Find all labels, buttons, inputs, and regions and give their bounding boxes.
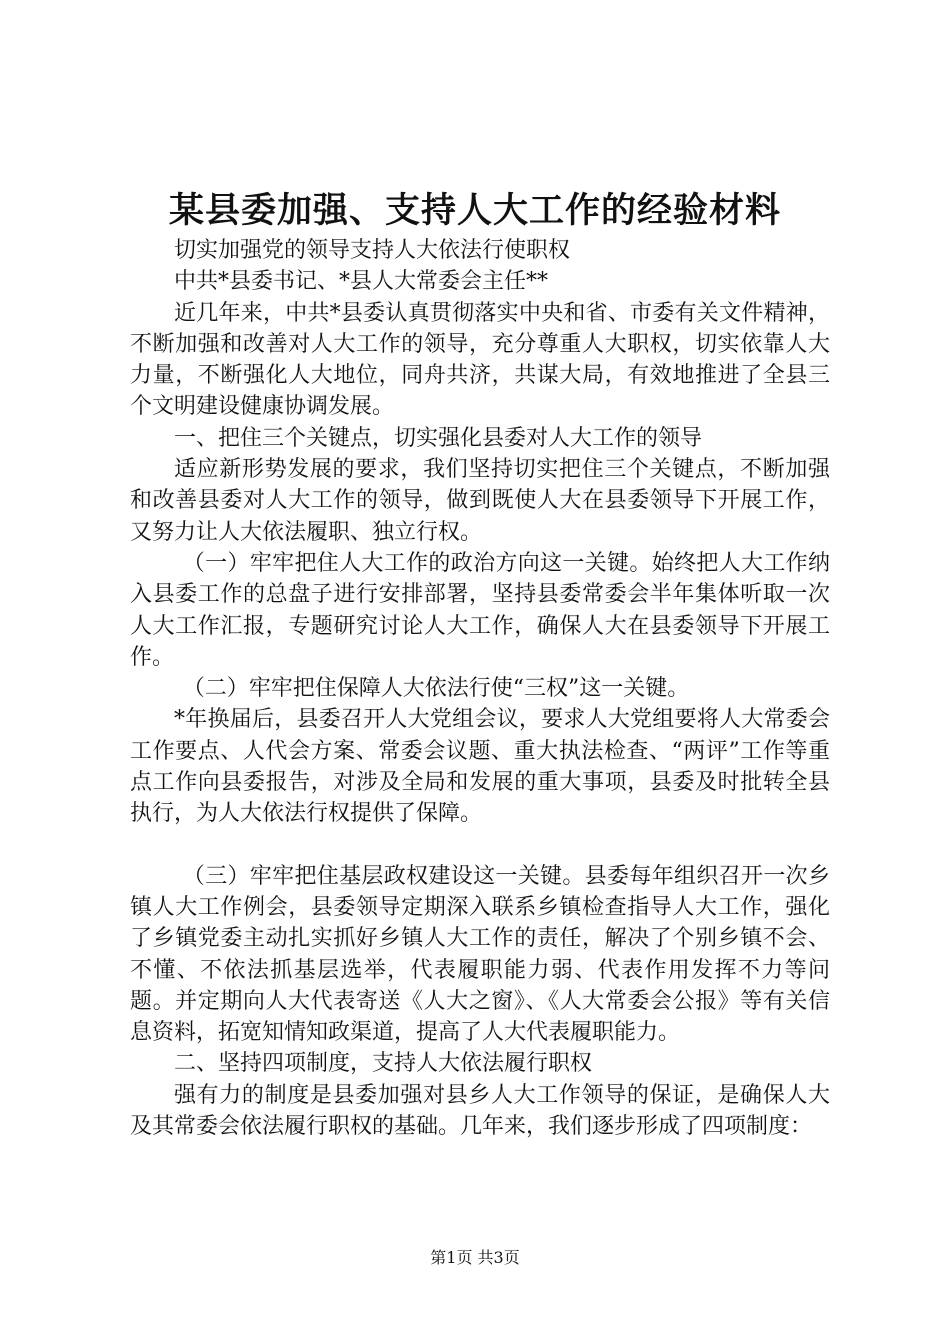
document-title: 某县委加强、支持人大工作的经验材料 [168,190,781,231]
subtitle: 切实加强党的领导支持人大依法行使职权 [174,238,571,263]
section-heading: 二、坚持四项制度，支持人大依法履行职权 [174,1051,593,1077]
author-line: 中共*县委书记、*县人大常委会主任** [174,269,549,295]
paragraph: （二）牢牢把住保障人大依法行使“三权”这一关键。 [182,676,690,702]
section-heading: 一、把住三个关键点，切实强化县委对人大工作的领导 [174,425,703,451]
paragraph: 强有力的制度是县委加强对县乡人大工作领导的保证，是确保人大及其常委会依法履行职权的基础。几年来，我们逐步形成了四项制度： [130,1082,830,1140]
document-body [130,235,830,1142]
paragraph: 近几年来，中共*县委认真贯彻落实中央和省、市委有关文件精神，不断加强和改善对人大工作的领导，充分尊重人大职权，切实依靠人大力量，不断强化人大地位，同舟共济，共谋大局，有效地推进了全县三个文明建设健康协调发展。 [130,300,830,420]
page-footer: 第1页 共3页 [430,1248,520,1267]
paragraph: *年换届后，县委召开人大党组会议，要求人大党组要将人大常委会工作要点、人代会方案、常委会议题、重大执法检查、“两评”工作等重点工作向县委报告，对涉及全局和发展的重大事项，县委及时批转全县执行，为人大依法行权提供了保障。 [130,707,830,827]
paragraph: （一）牢牢把住人大工作的政治方向这一关键。始终把人大工作纳入县委工作的总盘子进行安排部署，坚持县委常委会半年集体听取一次人大工作汇报，专题研究讨论人大工作，确保人大在县委领导下开展工作。 [130,550,830,670]
paragraph: （三）牢牢把住基层政权建设这一关键。县委每年组织召开一次乡镇人大工作例会，县委领导定期深入联系乡镇检查指导人大工作，强化了乡镇党委主动扎实抓好乡镇人大工作的责任，解决了个别乡镇不会、不懂、不依法抓基层选举，代表履职能力弱、代表作用发挥不力等问题。并定期向人大代表寄送《人大之窗》、《人大常委会公报》等有关信息资料，拓宽知情知政渠道，提高了人大代表履职能力。 [130,863,830,1046]
paragraph: 适应新形势发展的要求，我们坚持切实把住三个关键点，不断加强和改善县委对人大工作的领导，做到既使人大在县委领导下开展工作，又努力让人大依法履职、独立行权。 [130,457,830,545]
